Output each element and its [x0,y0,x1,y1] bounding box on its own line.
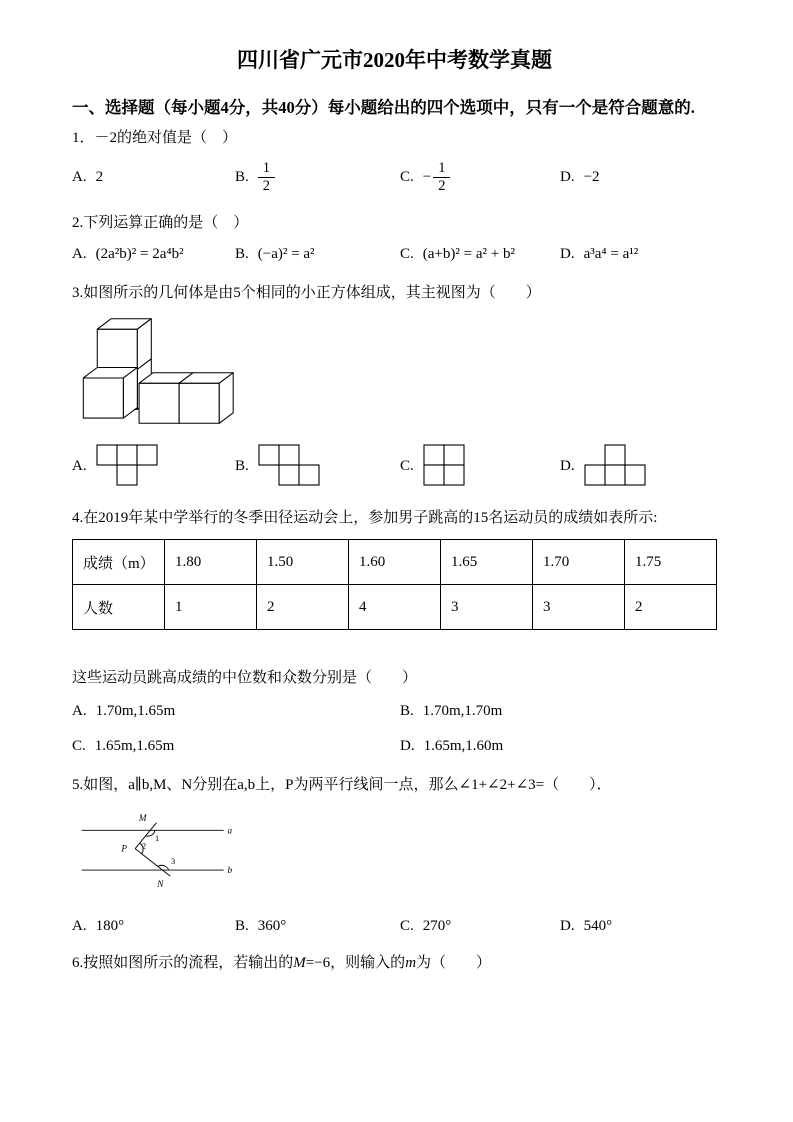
q4-option-d-label: D. [400,738,415,754]
q4-option-c [72,738,400,755]
q2-option-d-label: D. [560,246,575,262]
square-grid [97,445,157,485]
q4-option-d [400,738,717,755]
q3-option-c-label: C. [400,457,414,474]
label-angle-2: 2 [141,841,147,851]
table-cell: 1.65 [441,540,533,585]
q2-option-c-label: C. [400,246,414,262]
q4-option-a [72,703,400,720]
q5-stem: 5.如图，a∥b,M、N分别在a,b上，P为两平行线间一点，那么∠1+∠2+∠3=（ ）． [72,777,612,793]
table-cell: 1.70 [533,540,625,585]
fraction-one-half [433,160,450,194]
q1-option-c-label: C. [400,168,414,185]
q1-option-a [72,169,235,186]
q6-stem-part3: 为（ ） [416,955,492,971]
table-cell: 2 [625,585,717,630]
q5-option-b-label: B. [235,918,249,934]
q2-option-a-value: (2a²b)² = 2a⁴b² [95,246,184,262]
q2-stem: 2.下列运算正确的是（ ） [72,215,249,231]
q4-option-a-value: 1.70m,1.65m [95,703,176,719]
q6-stem [72,951,717,972]
q3-option-d-label: D. [560,457,575,474]
q2-options [72,246,717,263]
minus-sign: − [422,168,432,185]
label-angle-3: 3 [170,856,176,866]
section-heading: 一、选择题（每小题4分，共40分）每小题给出的四个选项中，只有一个是符合题意的. [72,98,695,117]
fraction-numerator: 1 [258,160,275,178]
q3-option-d [560,444,717,488]
table-cell: 1.50 [257,540,349,585]
q1-option-c [400,160,560,194]
table-row-scores [73,540,717,585]
q1-option-d-value: −2 [583,168,600,185]
q4-substem: 这些运动员跳高成绩的中位数和众数分别是（ ） [72,670,418,686]
page-title: 四川省广元市2020年中考数学真题 [237,48,552,72]
q4-stem: 4.在2019年某中学举行的冬季田径运动会上，参加男子跳高的15名运动员的成绩如表所示: [72,510,658,526]
q3-option-c [400,444,560,488]
table-cell: 3 [533,585,625,630]
q3-option-b-label: B. [235,457,249,474]
label-point-n: N [157,878,164,889]
cube-group [83,319,233,424]
q2-option-d [560,246,717,263]
q5-option-b-value: 360° [257,918,287,934]
q4-option-b [400,703,717,720]
q1-option-b [235,160,400,194]
q2-option-c-value: (a+b)² = a² + b² [422,246,515,262]
q4-option-b-label: B. [400,703,414,719]
q6-variable-m: m [405,955,417,971]
q3-option-c-view-figure [423,444,467,488]
cubes-solid-figure [72,310,248,432]
q3-option-a [72,444,235,488]
q3-option-a-label: A. [72,457,87,474]
q2-option-d-value: a³a⁴ = a¹² [583,246,639,262]
label-point-p: P [121,843,127,854]
q1-option-a-value: 2 [95,168,104,185]
q5-option-a-value: 180° [95,918,125,934]
square-grid [585,445,645,485]
q5-option-a-label: A. [72,918,87,934]
table-cell: 人数 [73,585,165,630]
label-point-m: M [138,813,147,824]
q2-option-b-label: B. [235,246,249,262]
figure-lines [82,823,224,876]
q5-option-b [235,918,400,935]
figure-angle-labels [142,834,175,866]
q2-option-b-value: (−a)² = a² [257,246,315,262]
q4-option-c-value: 1.65m,1.65m [94,738,175,754]
label-line-b: b [227,865,233,876]
q3-options [72,444,717,488]
label-angle-1: 1 [154,834,160,844]
q5-option-c [400,918,560,935]
q2-option-a-label: A. [72,246,87,262]
q3-option-a-view-figure [96,444,160,488]
q6-stem-part2: =−6，则输入的 [305,955,406,971]
fraction-denominator: 2 [438,177,446,194]
square-grid [259,445,319,485]
q2-option-c [400,246,560,263]
table-cell: 1 [165,585,257,630]
q6-stem-part1: 6.按照如图所示的流程，若输出的 [72,955,294,971]
table-cell: 成绩（m） [73,540,165,585]
q1-option-a-label: A. [72,168,87,185]
q5-option-d-value: 540° [583,918,613,934]
q1-options [72,153,717,201]
q5-option-a [72,918,235,935]
parallel-lines-figure [74,804,242,904]
q4-option-c-label: C. [72,738,86,754]
fraction-numerator: 1 [433,160,450,178]
q6-variable-M: M [293,955,306,971]
q3-figure-wrap [72,310,717,432]
q3-stem: 3.如图所示的几何体是由5个相同的小正方体组成，其主视图为（ ） [72,285,541,301]
q1-stem: 1．－2的绝对值是（ ） [72,130,238,146]
q3-option-d-view-figure [584,444,648,488]
q4-option-a-label: A. [72,703,87,719]
table-row-counts [73,585,717,630]
label-line-a: a [227,825,233,836]
square-grid [424,445,464,485]
fraction-denominator: 2 [262,177,271,194]
q5-figure-wrap [74,804,717,904]
table-cell: 3 [441,585,533,630]
q5-option-d [560,918,717,935]
q1-option-d-label: D. [560,168,575,185]
q3-option-b [235,444,400,488]
q1-option-d [560,169,717,186]
q4-option-d-value: 1.65m,1.60m [423,738,504,754]
q5-options [72,918,717,935]
q2-option-a [72,246,235,263]
q5-option-d-label: D. [560,918,575,934]
table-cell: 1.75 [625,540,717,585]
fraction-one-half [258,160,275,194]
q2-option-b [235,246,400,263]
q5-option-c-label: C. [400,918,414,934]
table-cell: 4 [349,585,441,630]
figure-point-labels [120,813,232,889]
q4-option-b-value: 1.70m,1.70m [422,703,503,719]
table-cell: 1.60 [349,540,441,585]
q3-option-b-view-figure [258,444,322,488]
score-table [72,539,717,630]
q5-option-c-value: 270° [422,918,452,934]
q1-option-b-label: B. [235,168,249,185]
q4-options [72,703,717,755]
table-cell: 2 [257,585,349,630]
table-cell: 1.80 [165,540,257,585]
